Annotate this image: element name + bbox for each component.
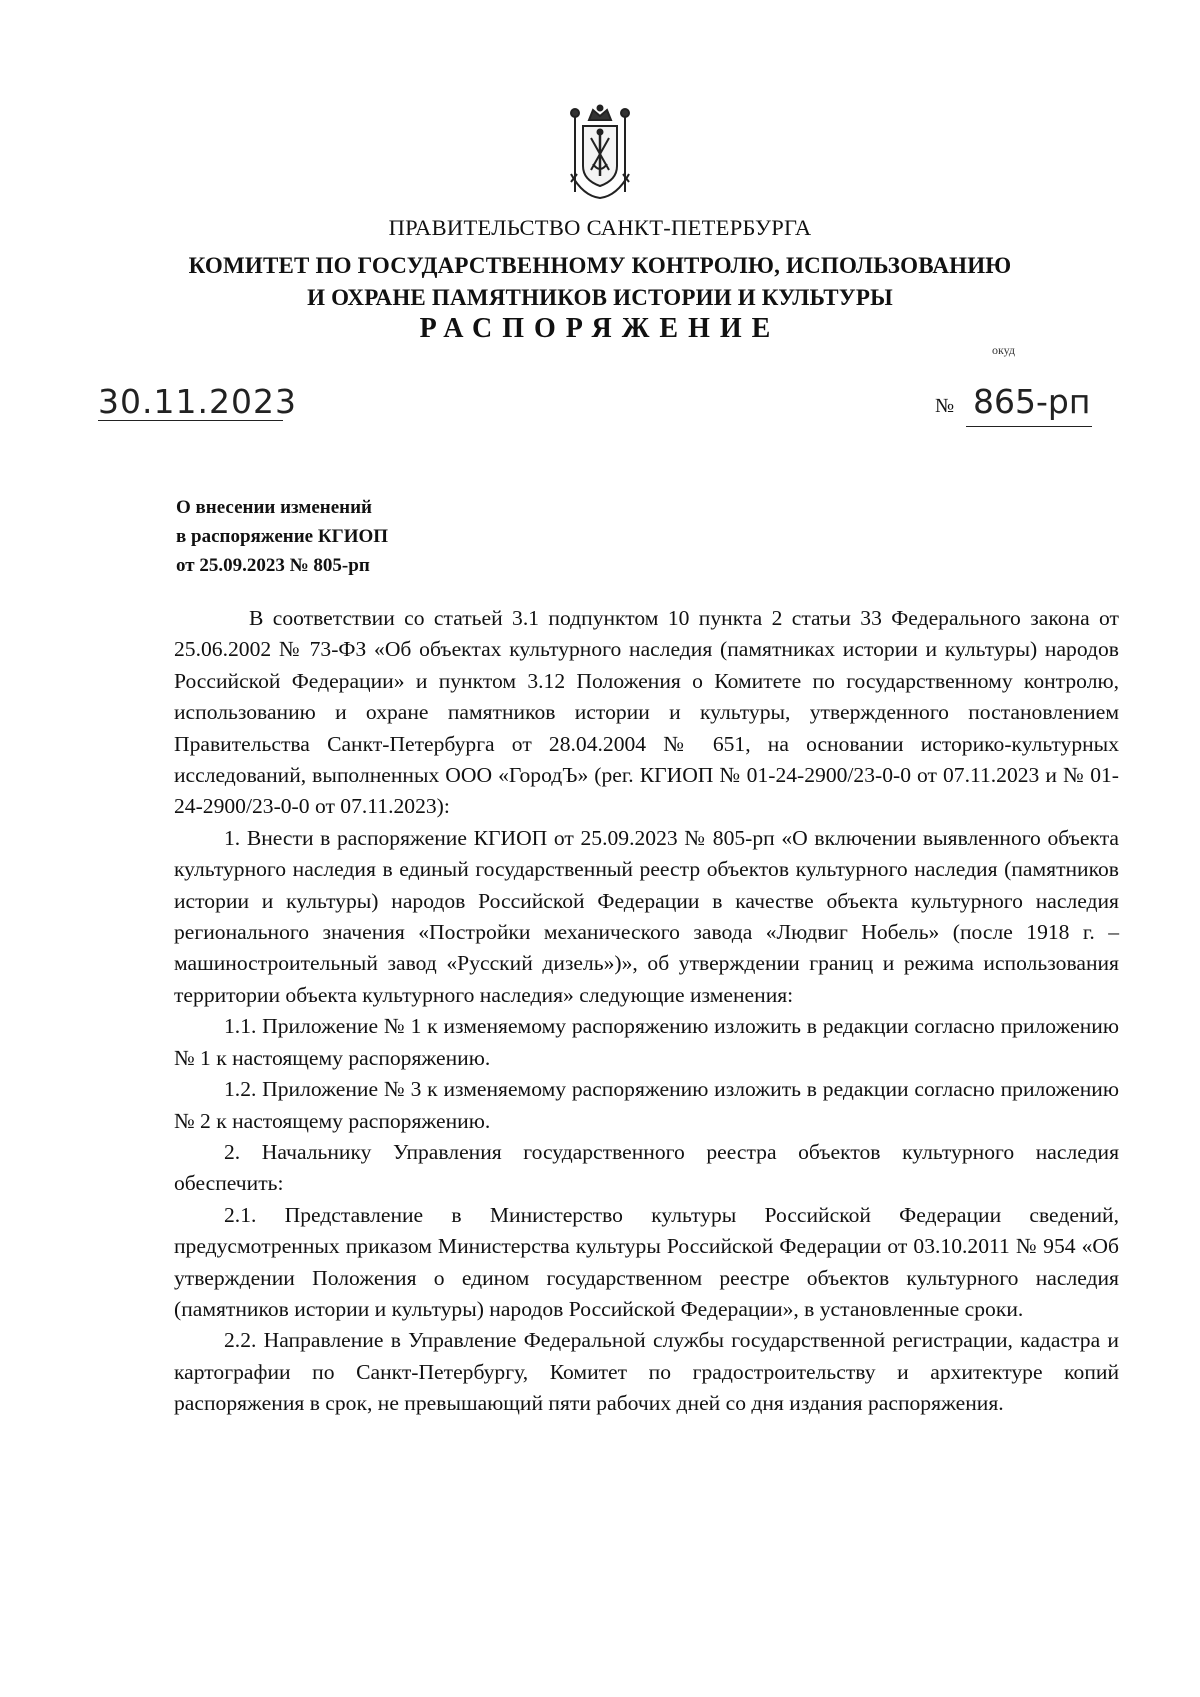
item-1-2-paragraph: 1.2. Приложение № 3 к изменяемому распоряжению изложить в редакции согласно приложению № 2 к настоящему распоряжению. <box>174 1077 1119 1133</box>
document-body <box>174 603 1119 1420</box>
item-2-2-paragraph: 2.2. Направление в Управление Федеральной службы государственной регистрации, кадастра и картографии по Санкт-Петербургу, Комитет по градостроительству и архитектуре копий распоряжения в срок, не превышающий пяти рабочих дней со дня издания распоряжения. <box>174 1328 1119 1416</box>
item-1-1-paragraph: 1.1. Приложение № 1 к изменяемому распоряжению изложить в редакции согласно приложению № 1 к настоящему распоряжению. <box>174 1014 1119 1070</box>
subject-line-3: от 25.09.2023 № 805-рп <box>176 555 370 576</box>
number-sign: № <box>935 395 955 417</box>
preamble-paragraph: В соответствии со статьей 3.1 подпунктом 10 пункта 2 статьи 33 Федерального закона от 25.06.2002 № 73-ФЗ «Об объектах культурного наследия (памятниках истории и культуры) народов Российской Федерации» и пунктом 3.12 Положения о Комитете по государственному контролю, использованию и охране памятников истории и культуры, утвержденного постановлением Правительства Санкт-Петербурга от 28.04.2004 № 651, на основании историко-культурных исследований, выполненных ООО «ГородЪ» (рег. КГИОП № 01-24-2900/23-0-0 от 07.11.2023 и № 01-24-2900/23-0-0 от 07.11.2023): <box>174 606 1119 819</box>
item-1-paragraph: 1. Внести в распоряжение КГИОП от 25.09.2023 № 805-рп «О включении выявленного объекта культурного наследия в единый государственный реестр объектов культурного наследия (памятников истории и культуры) народов Российской Федерации в качестве объекта культурного наследия регионального значения «Постройки механического завода «Людвиг Нобель» (после 1918 г. – машиностроительный завод «Русский дизель»)», об утверждении границ и режима использования территории объекта культурного наследия» следующие изменения: <box>174 825 1119 1007</box>
number-underline <box>966 426 1092 427</box>
committee-name-line-2: И ОХРАНЕ ПАМЯТНИКОВ ИСТОРИИ И КУЛЬТУРЫ <box>307 285 893 310</box>
item-2-paragraph: 2. Начальнику Управления государственного реестра объектов культурного наследия обеспечить: <box>174 1139 1119 1196</box>
subject-line-2: в распоряжение КГИОП <box>176 526 389 547</box>
okud-label: окуд <box>992 343 1016 357</box>
document-date: 30.11.2023 <box>98 382 297 421</box>
date-underline <box>98 420 283 421</box>
saint-petersburg-coat-of-arms-icon <box>567 104 633 202</box>
committee-name <box>0 250 1200 314</box>
document-subject <box>176 493 388 580</box>
government-title: ПРАВИТЕЛЬСТВО САНКТ-ПЕТЕРБУРГА <box>388 215 812 240</box>
subject-line-1: О внесении изменений <box>176 497 373 518</box>
item-2-1-paragraph: 2.1. Представление в Министерство культуры Российской Федерации сведений, предусмотренных приказом Министерства культуры Российской Федерации от 03.10.2011 № 954 «Об утверждении Положения о едином государственном реестре объектов культурного наследия (памятников истории и культуры) народов Российской Федерации», в установленные сроки. <box>174 1202 1119 1321</box>
document-type: РАСПОРЯЖЕНИЕ <box>419 313 781 344</box>
document-number: 865-рп <box>973 382 1091 421</box>
committee-name-line-1: КОМИТЕТ ПО ГОСУДАРСТВЕННОМУ КОНТРОЛЮ, ИСПОЛЬЗОВАНИЮ <box>188 253 1012 278</box>
